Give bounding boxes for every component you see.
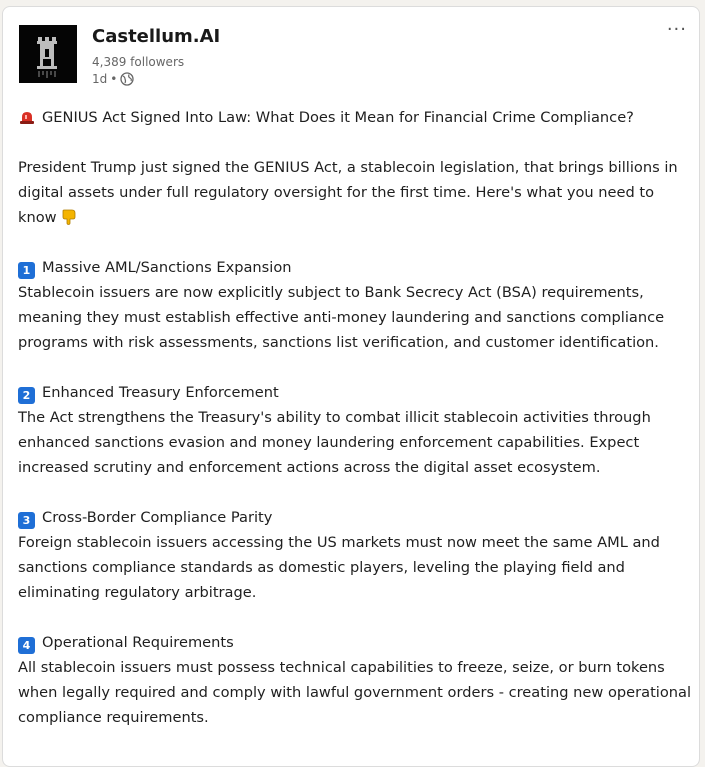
pointing-down-hand-icon: [61, 208, 78, 225]
siren-icon: [18, 110, 36, 124]
globe-icon: [120, 72, 134, 86]
section-1-text: Stablecoin issuers are now explicitly subject to Bank Secrecy Act (BSA) requirements, meaning they must establish effective anti-money laundering and sanctions compliance programs with risk assessments, sanctions list verification, and customer identification.: [18, 284, 665, 351]
intro-paragraph: [18, 155, 693, 230]
number-3-badge-icon: 3: [18, 512, 35, 529]
section-1-title: Massive AML/Sanctions Expansion: [42, 259, 292, 276]
post-card: [2, 6, 700, 767]
post-meta: [92, 72, 134, 86]
headline: [18, 105, 693, 130]
section-4-title: Operational Requirements: [42, 634, 234, 651]
section-2: [18, 380, 693, 480]
number-1-badge-icon: 1: [18, 262, 35, 279]
headline-text: GENIUS Act Signed Into Law: What Does it Mean for Financial Crime Compliance?: [42, 109, 634, 126]
section-2-text: The Act strengthens the Treasury's ability to combat illicit stablecoin activities through enhanced sanctions evasion and money laundering enforcement capabilities. Expect increased scrutiny and enforcement actions across the digital asset ecosystem.: [18, 409, 651, 476]
post-time: 1d: [92, 72, 108, 86]
number-2-badge-icon: 2: [18, 387, 35, 404]
castle-tower-logo-icon: [19, 25, 77, 83]
post-header: [17, 19, 687, 89]
follower-count: 4,389 followers: [92, 55, 185, 69]
section-3: [18, 505, 693, 605]
section-4-text: All stablecoin issuers must possess technical capabilities to freeze, seize, or burn tokens when legally required and comply with lawful government orders - creating new operational compliance requirements.: [18, 659, 692, 726]
post-body: [18, 105, 693, 730]
section-1: [18, 255, 693, 355]
meta-separator: •: [110, 72, 118, 86]
number-4-badge-icon: 4: [18, 637, 35, 654]
section-2-title: Enhanced Treasury Enforcement: [42, 384, 279, 401]
company-name[interactable]: Castellum.AI: [92, 26, 221, 47]
company-logo[interactable]: [19, 25, 77, 83]
intro-text: President Trump just signed the GENIUS Act, a stablecoin legislation, that brings billions in digital assets under full regulatory oversight for the first time. Here's what you need to know: [18, 159, 678, 226]
section-3-text: Foreign stablecoin issuers accessing the US markets must now meet the same AML and sanctions compliance standards as domestic players, leveling the playing field and eliminating regulatory arbitrage.: [18, 534, 660, 601]
section-3-title: Cross-Border Compliance Parity: [42, 509, 273, 526]
more-options-button[interactable]: ···: [666, 19, 687, 40]
section-4: [18, 630, 693, 730]
